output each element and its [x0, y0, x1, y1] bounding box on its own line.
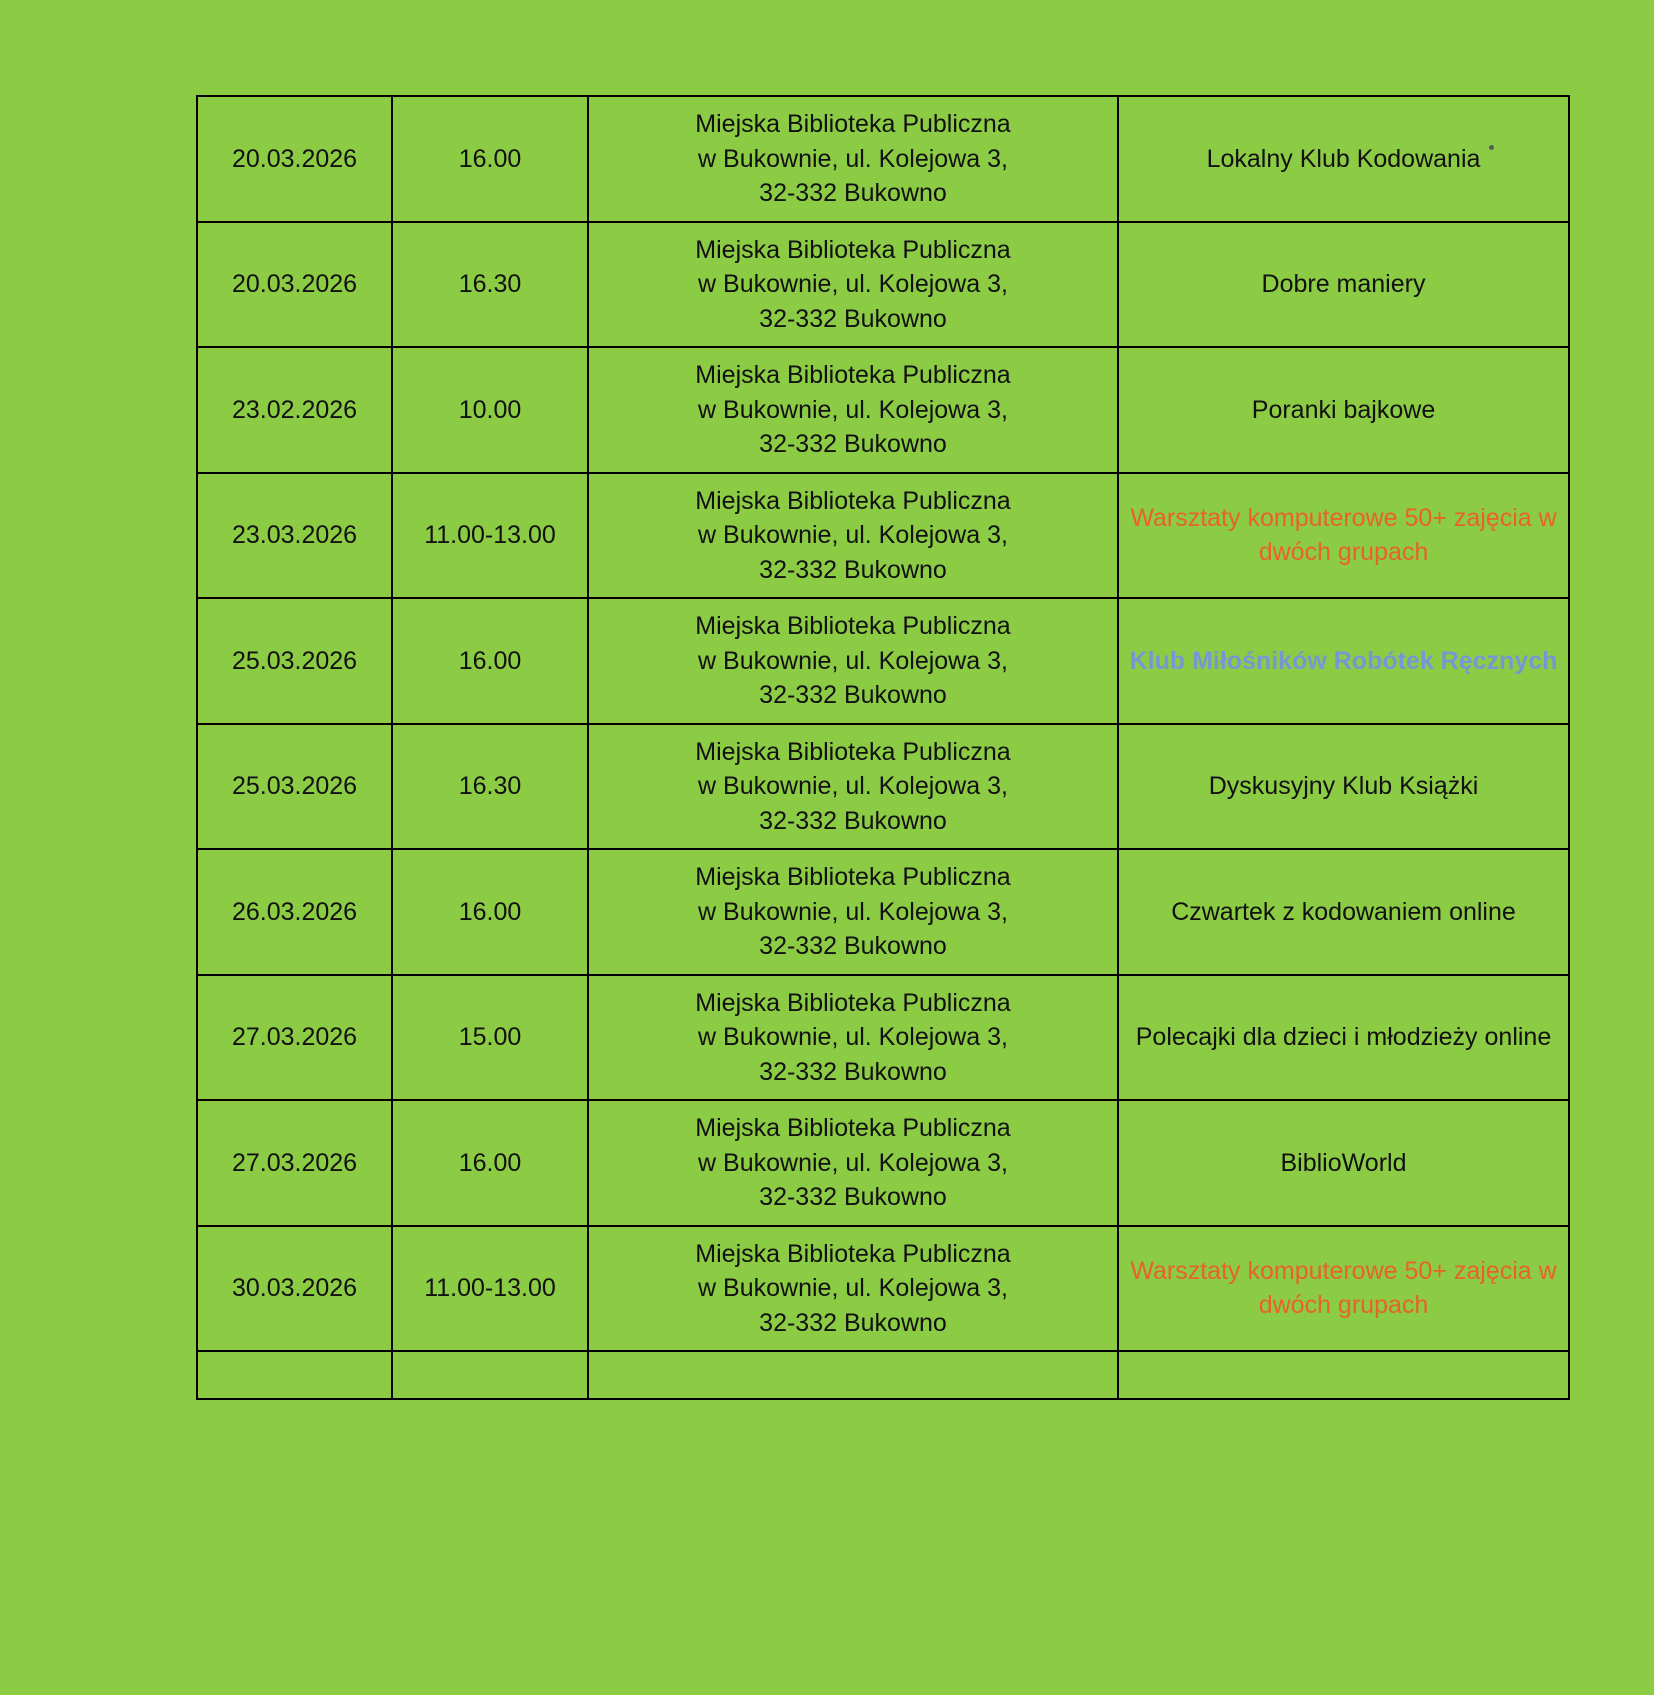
cell-place: Miejska Biblioteka Publiczna w Bukownie, ul. Kolejowa 3, 32-332 Bukowno — [588, 598, 1118, 724]
cell-time: 16.00 — [392, 598, 588, 724]
cell-date: 23.02.2026 — [197, 347, 392, 473]
cell-event: Dyskusyjny Klub Książki — [1118, 724, 1569, 850]
cell-place: Miejska Biblioteka Publiczna w Bukownie, ul. Kolejowa 3, 32-332 Bukowno — [588, 724, 1118, 850]
table-row-spacer — [197, 1351, 1569, 1399]
table-row — [197, 598, 1569, 724]
cell-spacer-place — [588, 1351, 1118, 1399]
cell-place: Miejska Biblioteka Publiczna w Bukownie, ul. Kolejowa 3, 32-332 Bukowno — [588, 347, 1118, 473]
table-row — [197, 1100, 1569, 1226]
schedule-table-container — [196, 95, 1568, 1400]
cell-time: 15.00 — [392, 975, 588, 1101]
table-row — [197, 975, 1569, 1101]
cell-date: 25.03.2026 — [197, 724, 392, 850]
cell-event: Poranki bajkowe — [1118, 347, 1569, 473]
table-row — [197, 347, 1569, 473]
cell-event: Klub Miłośników Robótek Ręcznych — [1118, 598, 1569, 724]
cell-date: 25.03.2026 — [197, 598, 392, 724]
cell-time: 16.30 — [392, 222, 588, 348]
table-row — [197, 96, 1569, 222]
cell-time: 16.00 — [392, 849, 588, 975]
cell-time: 16.30 — [392, 724, 588, 850]
cell-time: 10.00 — [392, 347, 588, 473]
cell-date: 27.03.2026 — [197, 1100, 392, 1226]
cell-spacer-event — [1118, 1351, 1569, 1399]
cell-time: 16.00 — [392, 1100, 588, 1226]
stray-dot-mark — [1489, 145, 1494, 150]
cell-event: Dobre maniery — [1118, 222, 1569, 348]
table-row — [197, 724, 1569, 850]
cell-time: 11.00-13.00 — [392, 1226, 588, 1352]
cell-event: Lokalny Klub Kodowania — [1118, 96, 1569, 222]
cell-date: 20.03.2026 — [197, 222, 392, 348]
events-schedule-table — [196, 95, 1570, 1400]
cell-place: Miejska Biblioteka Publiczna w Bukownie, ul. Kolejowa 3, 32-332 Bukowno — [588, 1226, 1118, 1352]
cell-event: BiblioWorld — [1118, 1100, 1569, 1226]
table-row — [197, 849, 1569, 975]
table-row — [197, 222, 1569, 348]
cell-date: 26.03.2026 — [197, 849, 392, 975]
cell-spacer-time — [392, 1351, 588, 1399]
cell-place: Miejska Biblioteka Publiczna w Bukownie, ul. Kolejowa 3, 32-332 Bukowno — [588, 222, 1118, 348]
cell-date: 30.03.2026 — [197, 1226, 392, 1352]
cell-place: Miejska Biblioteka Publiczna w Bukownie, ul. Kolejowa 3, 32-332 Bukowno — [588, 473, 1118, 599]
table-body — [197, 96, 1569, 1399]
cell-place: Miejska Biblioteka Publiczna w Bukownie, ul. Kolejowa 3, 32-332 Bukowno — [588, 1100, 1118, 1226]
cell-date: 20.03.2026 — [197, 96, 392, 222]
cell-event: Warsztaty komputerowe 50+ zajęcia w dwóch grupach — [1118, 1226, 1569, 1352]
cell-place: Miejska Biblioteka Publiczna w Bukownie, ul. Kolejowa 3, 32-332 Bukowno — [588, 849, 1118, 975]
cell-place: Miejska Biblioteka Publiczna w Bukownie, ul. Kolejowa 3, 32-332 Bukowno — [588, 96, 1118, 222]
table-row — [197, 1226, 1569, 1352]
cell-date: 23.03.2026 — [197, 473, 392, 599]
cell-date: 27.03.2026 — [197, 975, 392, 1101]
cell-time: 11.00-13.00 — [392, 473, 588, 599]
cell-place: Miejska Biblioteka Publiczna w Bukownie, ul. Kolejowa 3, 32-332 Bukowno — [588, 975, 1118, 1101]
cell-spacer-date — [197, 1351, 392, 1399]
table-row — [197, 473, 1569, 599]
cell-time: 16.00 — [392, 96, 588, 222]
cell-event: Warsztaty komputerowe 50+ zajęcia w dwóch grupach — [1118, 473, 1569, 599]
cell-event: Polecajki dla dzieci i młodzieży online — [1118, 975, 1569, 1101]
cell-event: Czwartek z kodowaniem online — [1118, 849, 1569, 975]
